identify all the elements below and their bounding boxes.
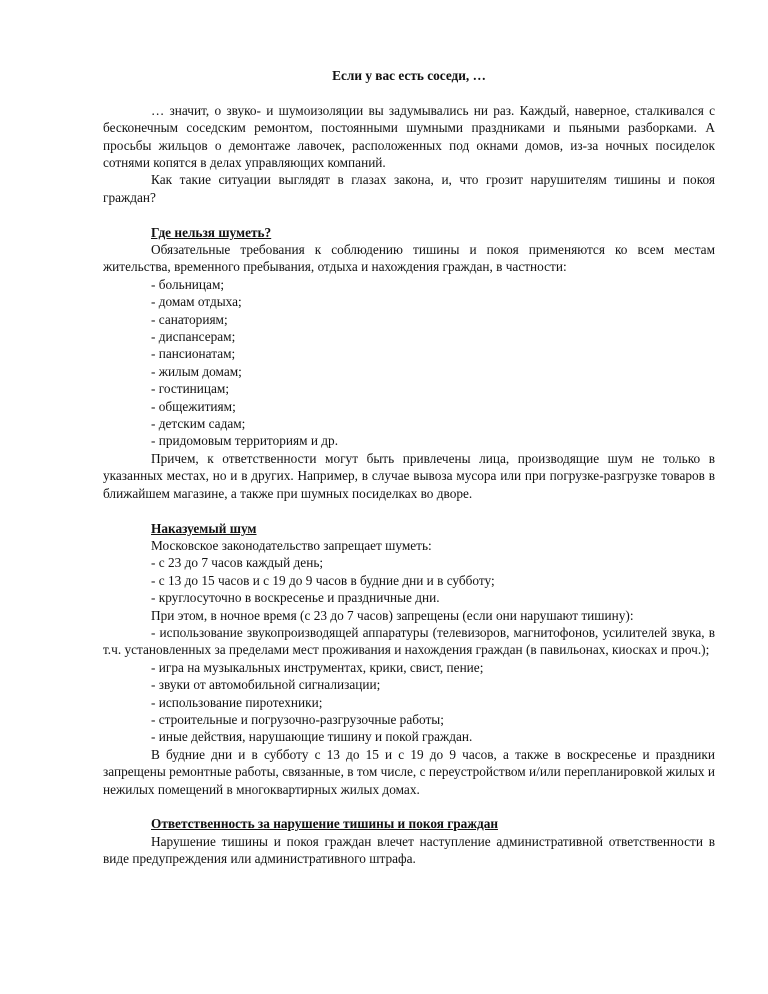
list-item: - гостиницам; — [151, 381, 230, 397]
list-item: - с 23 до 7 часов каждый день; — [151, 555, 324, 571]
list-item: - домам отдыха; — [151, 294, 242, 310]
list-item: - круглосуточно в воскресенье и праздничные дни. — [151, 590, 440, 606]
spacer — [103, 206, 715, 223]
section-heading-liability: Ответственность за нарушение тишины и покоя граждан — [151, 816, 498, 832]
list-item: - жилым домам; — [151, 363, 242, 379]
night-lead: При этом, в ночное время (с 23 до 7 часов) запрещены (если они нарушают тишину): — [151, 607, 634, 623]
section-heading-where: Где нельзя шуметь? — [151, 224, 272, 240]
list-item: - использование пиротехники; — [151, 694, 323, 710]
spacer — [103, 798, 715, 815]
list-item: - санаториям; — [151, 311, 228, 327]
list-item: - с 13 до 15 часов и с 19 до 9 часов в будние дни и в субботу; — [151, 572, 495, 588]
section-text: Нарушение тишины и покоя граждан влечет наступление административной ответственности в виде предупреждения или административного штрафа. — [103, 833, 715, 867]
document-title: Если у вас есть соседи, … — [332, 68, 486, 83]
section-heading-punishable-noise: Наказуемый шум — [151, 520, 257, 536]
section-closing: Причем, к ответственности могут быть привлечены лица, производящие шум не только в указанных местах, но и в других. Например, в случае вывоза мусора или при погрузке-разгрузке товаров в ближайшем магазине, а также при шумных посиделках во дворе. — [103, 450, 715, 501]
spacer — [103, 502, 715, 519]
spacer — [103, 84, 715, 101]
document-page — [103, 67, 715, 868]
section-lead: Обязательные требования к соблюдению тишины и покоя применяются ко всем местам жительства, временного пребывания, отдыха и нахождения граждан, в частности: — [103, 242, 715, 275]
list-item: - придомовым территориям и др. — [151, 433, 339, 449]
list-item: - использование звукопроизводящей аппаратуры (телевизоров, магнитофонов, усилителей звука, в т.ч. установленных за пределами мест проживания и нахождения граждан (в павильонах, киосках и проч.); — [103, 624, 715, 658]
intro-question: Как такие ситуации выглядят в глазах закона, и, что грозит нарушителям тишины и покоя граждан? — [103, 172, 715, 205]
list-item: - больницам; — [151, 276, 225, 292]
list-item: - пансионатам; — [151, 346, 236, 362]
section-closing: В будние дни и в субботу с 13 до 15 и с 19 до 9 часов, а также в воскресенье и праздники запрещены ремонтные работы, связанные, в том числе, с переустройством и/или перепланировкой жилых и нежилых помещений в многоквартирных жилых домах. — [103, 746, 715, 797]
list-item: - игра на музыкальных инструментах, крики, свист, пение; — [151, 659, 484, 675]
list-item: - иные действия, нарушающие тишину и покой граждан. — [151, 729, 473, 745]
list-item: - общежитиям; — [151, 398, 236, 414]
list-item: - звуки от автомобильной сигнализации; — [151, 677, 381, 693]
intro-paragraph: … значит, о звуко- и шумоизоляции вы задумывались ни раз. Каждый, наверное, сталкивался с бесконечным соседским ремонтом, постоянными шумными праздниками и пьяными разборками. А просьбы жильцов о демонтаже лавочек, расположенных под окнами домов, из-за ночных посиделок сотнями копятся в делах управляющих компаний. — [103, 102, 715, 170]
section-lead: Московское законодательство запрещает шуметь: — [151, 537, 432, 553]
list-item: - строительные и погрузочно-разгрузочные работы; — [151, 711, 444, 727]
list-item: - диспансерам; — [151, 329, 236, 345]
list-item: - детским садам; — [151, 416, 246, 432]
